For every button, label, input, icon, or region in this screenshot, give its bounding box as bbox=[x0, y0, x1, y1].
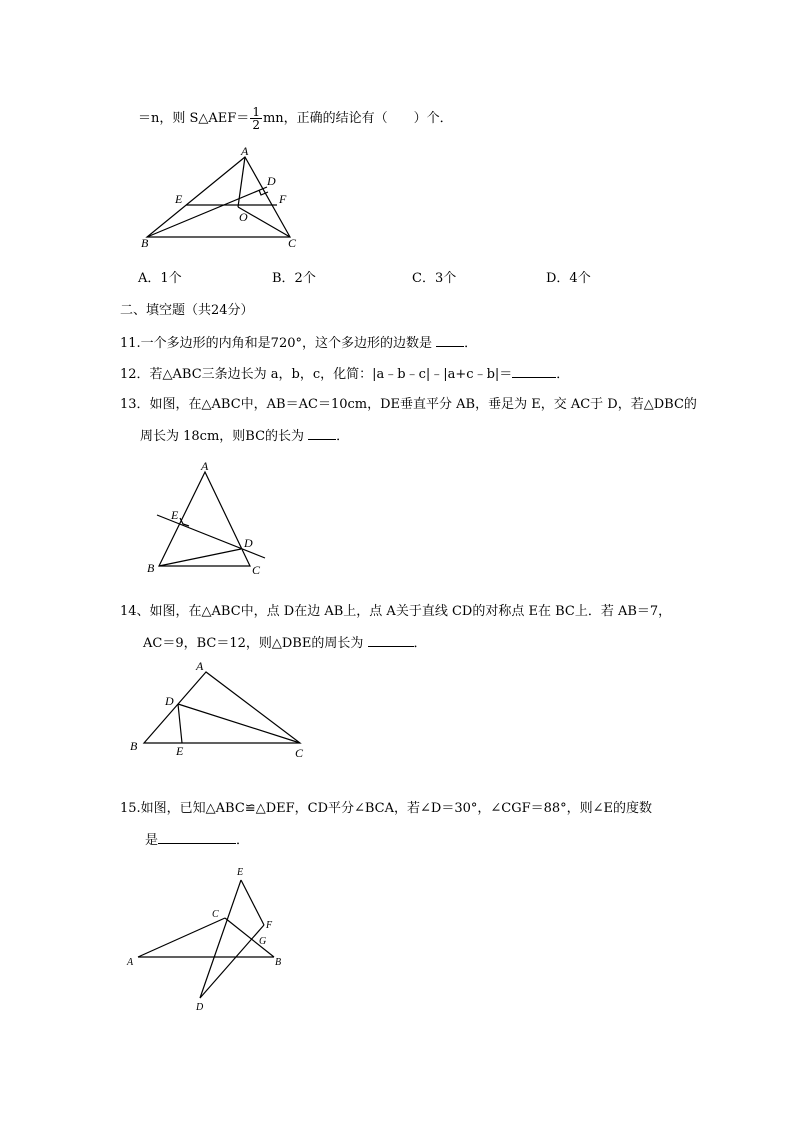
q11-answer-blank[interactable] bbox=[436, 334, 464, 347]
fig14-line-de bbox=[178, 704, 182, 743]
fig14-label-c: C bbox=[295, 746, 304, 760]
fig15-line-ef bbox=[241, 880, 264, 925]
q10-option-d: D．4个 bbox=[546, 271, 591, 286]
fig13-label-d: D bbox=[244, 536, 253, 550]
fig14-label-b: B bbox=[130, 739, 138, 753]
fig10-label-c: C bbox=[288, 236, 297, 250]
fig15-label-b: B bbox=[275, 957, 282, 968]
q15-line2-text: 是 bbox=[145, 833, 159, 848]
fig15-label-d: D bbox=[196, 1002, 204, 1013]
fig13-line-bd bbox=[159, 549, 241, 566]
fig15-label-f: F bbox=[266, 920, 273, 931]
fig10-label-f: F bbox=[279, 192, 287, 206]
q10-tail-prefix: ＝n，则 S△AEF＝ bbox=[138, 111, 250, 126]
fig10-line-bd bbox=[147, 187, 267, 237]
figure-q13 bbox=[145, 460, 275, 578]
figure-q15 bbox=[124, 862, 294, 1017]
fig13-label-b: B bbox=[147, 561, 155, 575]
fig14-label-a: A bbox=[196, 659, 204, 673]
q12-answer-blank[interactable] bbox=[512, 365, 556, 378]
q15-end: ． bbox=[236, 833, 250, 848]
fig13-label-e: E bbox=[171, 508, 179, 522]
fig15-line-ac bbox=[138, 918, 225, 957]
q14-line2 bbox=[143, 634, 427, 653]
fig15-line-fd bbox=[200, 925, 267, 998]
q14-line2-text: AC＝9，BC＝12，则△DBE的周长为 bbox=[143, 636, 364, 651]
fig10-label-a: A bbox=[241, 144, 249, 158]
q13-line2-text: 周长为 18cm，则BC的长为 bbox=[140, 429, 305, 444]
q10-tail-suffix: mn，正确的结论有（ ）个． bbox=[262, 111, 453, 126]
fig15-line-ed bbox=[200, 880, 241, 998]
q14-end: ． bbox=[413, 636, 427, 651]
q13-line2 bbox=[140, 427, 349, 446]
fig14-label-e: E bbox=[176, 744, 184, 758]
q13-line1: 13．如图，在△ABC中，AB＝AC＝10cm，DE垂直平分 AB，垂足为 E，交 AC于 D，若△DBC的 bbox=[120, 397, 697, 412]
fig13-label-c: C bbox=[252, 563, 261, 577]
q14-answer-blank[interactable] bbox=[368, 634, 414, 647]
q15-line1: 15.如图，已知△ABC≌△DEF，CD平分∠BCA，若∠D＝30°，∠CGF＝88°，则∠E的度数 bbox=[120, 801, 653, 816]
q11-text: 11.一个多边形的内角和是720°，这个多边形的边数是 bbox=[120, 336, 432, 351]
fig10-label-o: O bbox=[239, 210, 248, 224]
q15-line2 bbox=[145, 831, 249, 850]
q12-text: 12．若△ABC三条边长为 a，b，c，化简：|a﹣b﹣c|﹣|a+c﹣b|＝ bbox=[120, 367, 513, 382]
fig15-label-g: G bbox=[259, 936, 267, 947]
fig10-line-ao bbox=[238, 157, 245, 207]
half-fraction bbox=[250, 106, 262, 131]
fraction-numerator: 1 bbox=[252, 105, 260, 119]
figure-q10 bbox=[135, 145, 305, 255]
q13-end: ． bbox=[336, 429, 350, 444]
fig15-label-c: C bbox=[212, 909, 219, 920]
q11-end: ． bbox=[464, 336, 478, 351]
section2-title: 二、填空题（共24分） bbox=[120, 303, 254, 318]
q12-end: ． bbox=[556, 367, 570, 382]
q10-tail-line bbox=[138, 106, 453, 131]
fig10-label-b: B bbox=[141, 236, 149, 250]
q10-option-a: A．1个 bbox=[138, 271, 182, 286]
q10-option-b: B．2个 bbox=[272, 271, 316, 286]
q11-line bbox=[120, 334, 477, 353]
fig10-label-d: D bbox=[267, 174, 276, 188]
fraction-denominator: 2 bbox=[252, 118, 260, 132]
q12-line bbox=[120, 365, 569, 384]
q15-answer-blank[interactable] bbox=[158, 831, 236, 844]
fig15-label-a: A bbox=[127, 957, 134, 968]
fig14-label-d: D bbox=[165, 694, 174, 708]
fig14-line-dc bbox=[178, 704, 300, 743]
q14-line1: 14、如图，在△ABC中，点 D在边 AB上，点 A关于直线 CD的对称点 E在 BC上．若 AB＝7， bbox=[120, 604, 672, 619]
figure-q14 bbox=[128, 660, 313, 760]
q13-answer-blank[interactable] bbox=[308, 427, 336, 440]
q10-option-c: C．3个 bbox=[412, 271, 457, 286]
fig15-label-e: E bbox=[237, 867, 244, 878]
fig13-label-a: A bbox=[201, 459, 209, 473]
fig10-label-e: E bbox=[175, 192, 183, 206]
